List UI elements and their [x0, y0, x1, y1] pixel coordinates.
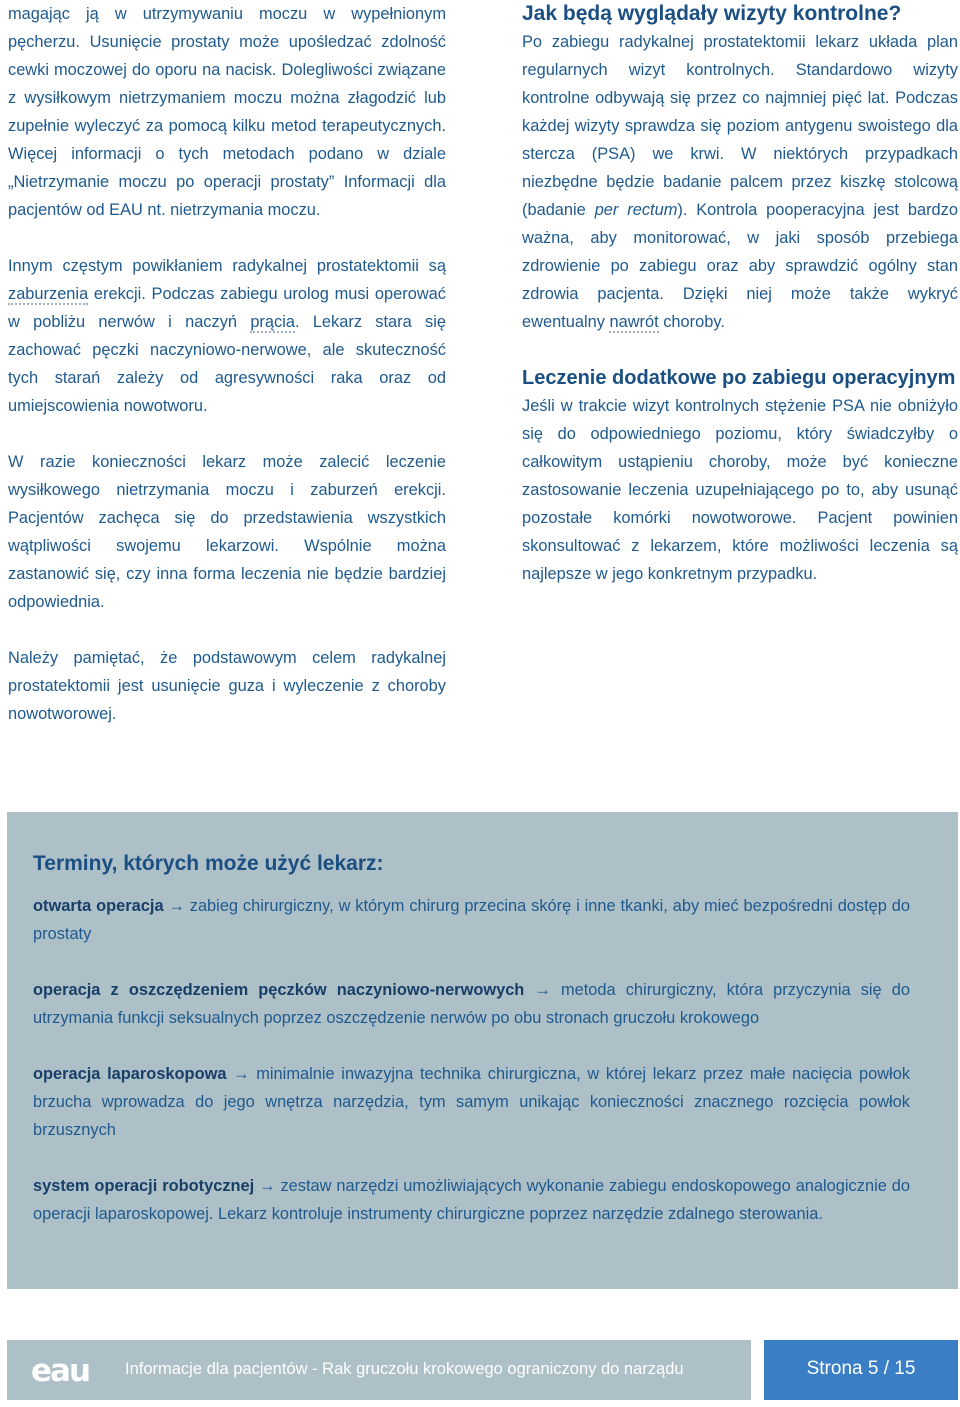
right-paragraph-1-text-c: choroby. — [658, 313, 725, 331]
term-definition: metoda chirurgiczny, która przyczynia się do utrzymania funkcji seksualnych poprzez oszczędzenie nerwów po obu stronach gruczołu krokowego — [33, 981, 911, 1027]
left-paragraph-1-text: magając ją w utrzymywaniu moczu w wypełnionym pęcherzu. Usunięcie prostaty może upośledzać zdolność cewki moczowej do oporu na nacisk. Dolegliwości związane z wysiłkowym nietrzymaniem moczu można złagodzić lub zupełnie wyleczyć za pomocą kilku metod terapeutycznych. Więcej informacji o tych metodach podano w dziale „Nietrzymanie moczu po operacji prostaty” Informacji dla pacjentów od EAU nt. nietrzymania moczu. — [8, 5, 446, 219]
right-paragraph-1-text-b: ). Kontrola pooperacyjna jest bardzo ważna, aby monitorować, w jaki sposób przebiega zdrowienie po zabiegu oraz aby sprawdzić ogólny stan zdrowia pacjenta. Dzięki niej może także wykryć ewentualny — [522, 201, 958, 331]
term-definition: zabieg chirurgiczny, w którym chirurg przecina skórę i inne tkanki, aby mieć bezpośredni dostęp do prostaty — [33, 897, 911, 943]
right-column — [522, 0, 958, 588]
glossary-link-pracia[interactable]: prącia — [250, 313, 295, 331]
terms-box — [7, 812, 958, 1289]
glossary-link-zaburzenia[interactable]: zaburzenia — [8, 285, 89, 303]
term-name: operacja z oszczędzeniem pęczków naczyniowo-nerwowych — [33, 981, 525, 999]
term-name: operacja laparoskopowa — [33, 1065, 227, 1083]
arrow-icon: → — [524, 981, 561, 999]
left-paragraph-4: Należy pamiętać, że podstawowym celem radykalnej prostatektomii jest usunięcie guza i wyleczenie z choroby nowotworowej. — [8, 649, 446, 723]
section-heading-follow-up: Jak będą wyglądały wizyty kontrolne? — [522, 2, 902, 25]
per-rectum-term: per rectum — [594, 201, 678, 219]
term-item — [33, 892, 910, 948]
left-paragraph-2 — [8, 252, 446, 420]
right-paragraph-2: Jeśli w trakcie wizyt kontrolnych stężenie PSA nie obniżyło się do odpowiedniego poziomu, który świadczyłby o całkowitym ustąpieniu choroby, może być konieczne zastosowanie leczenia uzupełniającego po to, aby usunąć pozostałe komórki nowotworowe. Pacjent powinien skonsultować z lekarzem, które możliwości leczenia są najlepsze w jego konkretnym przypadku. — [522, 397, 958, 583]
term-definition: minimalnie inwazyjna technika chirurgiczna, w której lekarz przez małe nacięcia powłok brzucha wprowadza do jego wnętrza narzędzia, tym samym unikając konieczności znacznego rozcięcia powłok brzusznych — [33, 1065, 911, 1139]
term-name: system operacji robotycznej — [33, 1177, 255, 1195]
left-paragraph-1 — [8, 0, 446, 224]
left-paragraph-2-text-a: Innym częstym powikłaniem radykalnej prostatektomii są — [8, 257, 446, 275]
footer-title: Informacje dla pacjentów - Rak gruczołu krokowego ograniczony do narządu — [125, 1360, 684, 1378]
arrow-icon: → — [163, 897, 190, 915]
terms-title: Terminy, których może użyć lekarz: — [33, 852, 384, 875]
left-paragraph-2-text-b: erekcji. Podczas zabiegu urolog musi operować w pobliżu nerwów i naczyń — [8, 285, 446, 331]
arrow-icon: → — [254, 1177, 281, 1195]
section-heading-additional-treatment: Leczenie dodatkowe po zabiegu operacyjnym — [522, 367, 956, 389]
eau-logo: eau — [31, 1353, 90, 1389]
right-paragraph-1-text-a: Po zabiegu radykalnej prostatektomii lekarz układa plan regularnych wizyt kontrolnych. Standardowo wizyty kontrolne odbywają się przez co najmniej pięć lat. Podczas każdej wizyty sprawdza się poziom antygenu swoistego dla stercza (PSA) we krwi. W niektórych przypadkach niezbędne będzie badanie palcem przez kiszkę stolcową (badanie — [522, 33, 958, 219]
term-definition: zestaw narzędzi umożliwiających wykonanie zabiegu endoskopowego analogicznie do operacji laparoskopowej. Lekarz kontroluje instrumenty chirurgiczne poprzez narzędzie zdalnego sterowania. — [33, 1177, 910, 1223]
left-column — [8, 0, 446, 728]
page-footer — [7, 1340, 958, 1400]
page-number: Strona 5 / 15 — [806, 1358, 916, 1379]
term-item — [33, 1060, 910, 1144]
left-paragraph-3: W razie konieczności lekarz może zalecić leczenie wysiłkowego nietrzymania moczu i zaburzeń erekcji. Pacjentów zachęca się do przedstawienia wszystkich wątpliwości swojemu lekarzowi. Wspólnie można zastanowić się, czy inna forma leczenia nie będzie bardziej odpowiednia. — [8, 453, 446, 611]
term-name: otwarta operacja — [33, 897, 164, 915]
left-paragraph-2-text-c: . Lekarz stara się zachować pęczki naczyniowo-nerwowe, ale skuteczność tych starań zależy od agresywności raka oraz od umiejscowienia nowotworu. — [8, 313, 446, 415]
term-item — [33, 976, 910, 1032]
arrow-icon: → — [226, 1065, 257, 1083]
term-item — [33, 1172, 910, 1228]
right-paragraph-1 — [522, 28, 958, 336]
page-number-box — [764, 1340, 958, 1400]
footer-bar — [7, 1340, 751, 1400]
glossary-link-nawrot[interactable]: nawrót — [609, 313, 659, 331]
